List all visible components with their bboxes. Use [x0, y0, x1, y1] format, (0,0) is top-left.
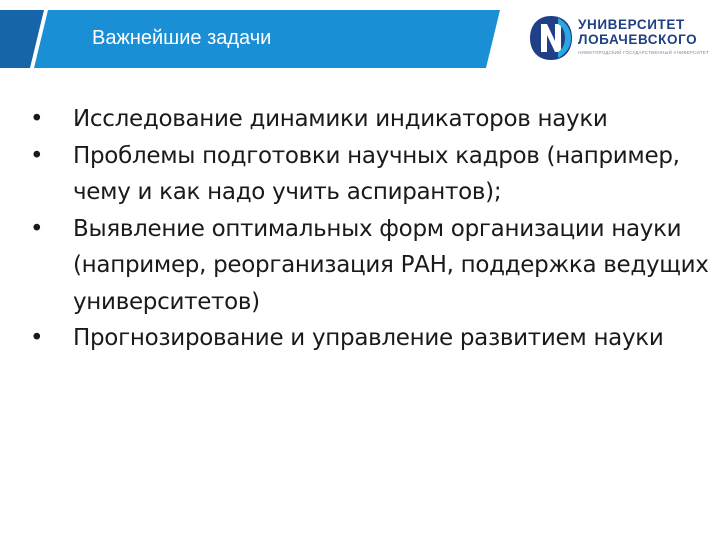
bullet-marker: •: [30, 142, 44, 169]
bullet-marker: •: [30, 215, 44, 242]
list-item-text: Проблемы подготовки научных кадров (например, чему и как надо учить аспирантов);: [73, 142, 680, 205]
bullet-marker: •: [30, 106, 44, 132]
list-item-text: Исследование динамики индикаторов науки: [73, 106, 608, 132]
university-n-logo-icon: [528, 14, 574, 62]
list-item-text: Выявление оптимальных форм организации науки (например, реорганизация РАН, поддержка ведущих университетов): [73, 215, 709, 315]
logo-text-line3: НИЖЕГОРОДСКИЙ ГОСУДАРСТВЕННЫЙ УНИВЕРСИТЕТ: [578, 50, 710, 55]
logo-text-line2: ЛОБАЧЕВСКОГО: [578, 32, 698, 47]
logo-text-line1: УНИВЕРСИТЕТ: [578, 17, 685, 32]
bullet-list: [30, 101, 710, 357]
bullet-marker: •: [30, 325, 44, 351]
slide-title: Важнейшие задачи: [92, 27, 272, 49]
list-item: [30, 101, 710, 138]
list-item: [30, 138, 710, 211]
list-item: [30, 320, 710, 357]
university-logo: [528, 14, 708, 64]
list-item-text: Прогнозирование и управление развитием науки: [73, 325, 664, 351]
list-item: [30, 211, 710, 321]
